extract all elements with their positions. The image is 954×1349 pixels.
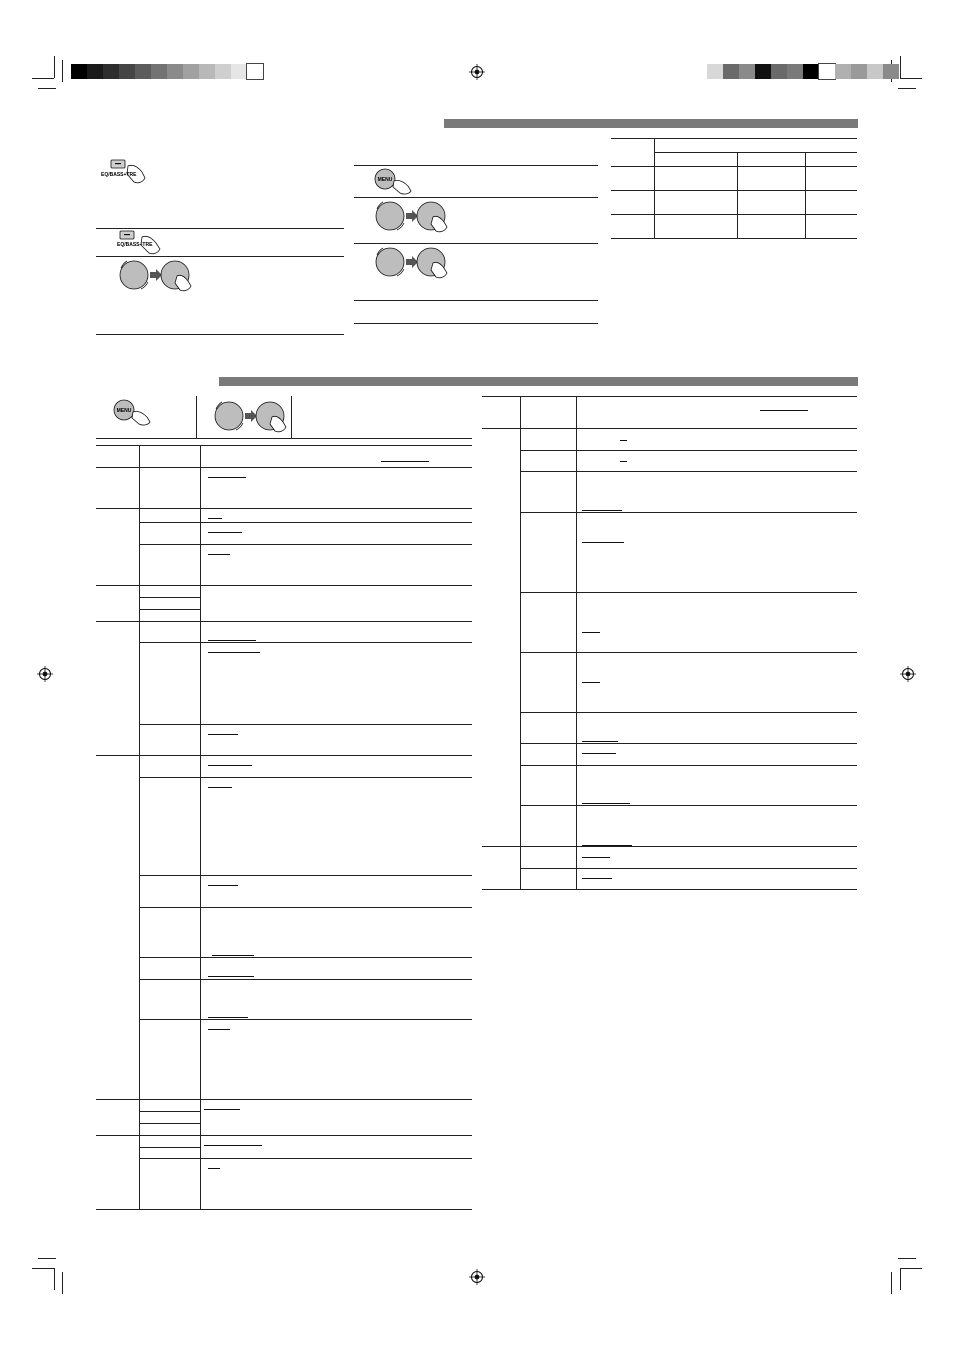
eq-button-illustration-2: [116, 229, 166, 257]
eq-bass-button-label: EQ/BASS+TRE: [117, 242, 153, 248]
divider: [354, 197, 598, 198]
calibration-swatch: [771, 64, 787, 79]
calibration-swatch: [883, 64, 899, 79]
menu-button-label: MENU: [377, 176, 393, 183]
calibration-swatch: [167, 64, 183, 79]
calibration-swatch: [119, 64, 135, 79]
calibration-swatch: [215, 64, 231, 79]
menu-button-press-icon: [372, 167, 418, 195]
registration-mark-icon: [469, 64, 485, 80]
calibration-swatch: [819, 64, 835, 79]
calibration-swatch: [835, 64, 851, 79]
eq-bass-button-label: EQ/BASS+TRE: [101, 172, 137, 178]
calibration-swatch: [87, 64, 103, 79]
section-header-bar: [444, 119, 858, 128]
divider: [354, 243, 598, 244]
registration-mark-icon: [469, 1269, 485, 1285]
calibration-swatch: [231, 64, 247, 79]
divider: [96, 334, 344, 335]
section-header-bar: [219, 377, 858, 386]
calibration-swatch: [707, 64, 723, 79]
registration-mark-icon: [37, 666, 53, 682]
registration-mark-icon: [900, 666, 916, 682]
menu-button-label: MENU: [116, 407, 132, 414]
divider: [354, 165, 598, 166]
arrow-right-icon: [245, 410, 257, 422]
calibration-swatch: [739, 64, 755, 79]
dial-rotate-icon: [212, 399, 292, 435]
calibration-swatch: [71, 64, 87, 79]
divider: [354, 323, 598, 324]
calibration-swatch: [787, 64, 803, 79]
calibration-swatch: [851, 64, 867, 79]
arrow-right-icon: [406, 256, 418, 268]
dial-rotate-icon: [117, 258, 197, 294]
calibration-swatch: [867, 64, 883, 79]
dial-rotate-icon: [373, 245, 453, 281]
calibration-swatch: [151, 64, 167, 79]
divider: [96, 256, 344, 257]
calibration-swatch: [247, 64, 263, 79]
dial-rotate-icon: [373, 199, 453, 235]
calibration-swatch: [723, 64, 739, 79]
calibration-swatch: [103, 64, 119, 79]
calibration-swatch: [135, 64, 151, 79]
arrow-right-icon: [150, 269, 162, 281]
calibration-swatch: [199, 64, 215, 79]
arrow-right-icon: [406, 210, 418, 222]
menu-button-press-icon: [111, 398, 157, 426]
calibration-swatch: [183, 64, 199, 79]
calibration-swatch: [755, 64, 771, 79]
calibration-swatch: [803, 64, 819, 79]
divider: [354, 300, 598, 301]
eq-button-illustration: [100, 158, 150, 186]
